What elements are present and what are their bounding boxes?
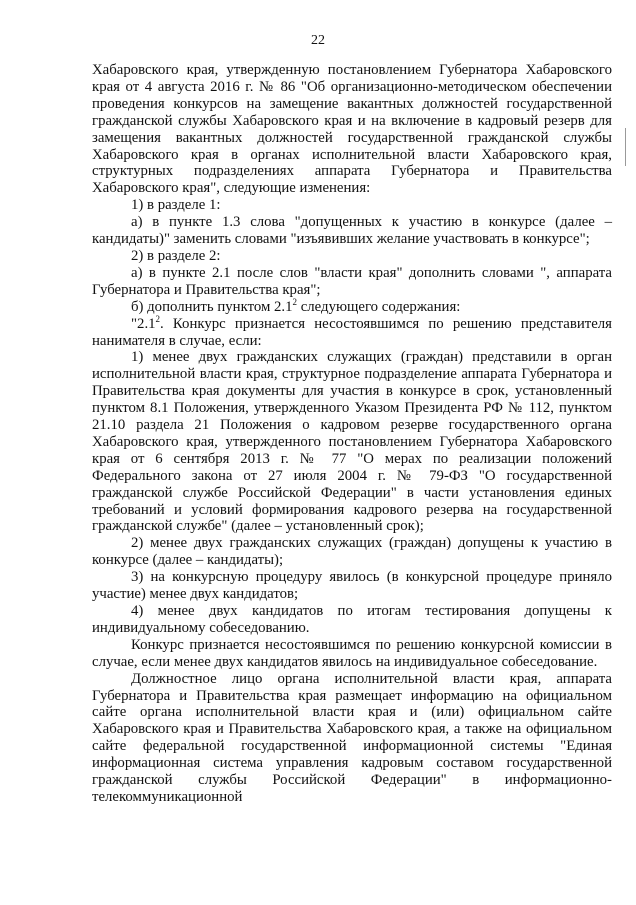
paragraph xyxy=(92,671,612,806)
paragraph-text: 2) в разделе 2: xyxy=(131,247,221,264)
paragraph-text: а) в пункте 1.3 слова "допущенных к участию в конкурсе (далее – кандидаты)" заменить словами "изъявивших желание участвовать в конкурсе"; xyxy=(92,214,612,248)
paragraph xyxy=(92,296,612,316)
paragraph-text: 2) менее двух гражданских служащих (граждан) допущены к участию в конкурсе (далее – кандидаты); xyxy=(92,535,612,569)
paragraph xyxy=(92,214,612,248)
paragraph-text-tail: следующего содержания: xyxy=(297,298,461,315)
paragraph xyxy=(92,248,612,265)
superscript: 2 xyxy=(155,313,161,324)
paragraph-text: Конкурс признается несостоявшимся по решению конкурсной комиссии в случае, если менее двух кандидатов явилось на индивидуальное собеседование. xyxy=(92,636,612,670)
paragraph-text: б) дополнить пунктом 2.1 xyxy=(131,298,293,315)
paragraph-text: "2.1 xyxy=(131,315,156,332)
paragraph xyxy=(92,313,612,350)
paragraph-text: а) в пункте 2.1 после слов "власти края" дополнить словами ", аппарата Губернатора и Правительства края"; xyxy=(92,264,612,298)
paragraph xyxy=(92,535,612,569)
paragraph xyxy=(92,637,612,671)
paragraph-text: 3) на конкурсную процедуру явилось (в конкурсной процедуре приняло участие) менее двух кандидатов; xyxy=(92,569,612,603)
page-number: 22 xyxy=(311,33,325,48)
paragraph-text: 1) в разделе 1: xyxy=(131,197,221,214)
paragraph xyxy=(92,603,612,637)
superscript: 2 xyxy=(292,296,298,307)
paragraph-text: 1) менее двух гражданских служащих (граждан) представили в орган исполнительной власти края, структурное подразделение аппарата Губернатора и Правительства края документы для участия в конкурсе в срок, установленный пунктом 8.1 Положения, утвержденного Указом Президента РФ № 112, пунктом 21.10 раздела 21 Положения о кадровом резерве государственного органа Хабаровского края, утвержденного постановлением Губернатора Хабаровского края от 6 сентября 2013 г. № 77 "О мерах по реализации положений Федерального закона от 27 июля 2004 г. № 79-ФЗ "О государственной гражданской службе Российской Федерации" в части установления единых требований и условий формирования кадрового резерва на государственной гражданской службе" (далее – установленный срок); xyxy=(92,349,612,535)
paragraph xyxy=(92,62,612,197)
paragraph xyxy=(92,265,612,299)
paragraph xyxy=(92,569,612,603)
margin-mark xyxy=(625,128,626,166)
paragraph-text-tail: . Конкурс признается несостоявшимся по решению представителя нанимателя в случае, если: xyxy=(92,315,612,349)
paragraph-text: Хабаровского края, утвержденную постановлением Губернатора Хабаровского края от 4 августа 2016 г. № 86 "Об организационно-методическом обеспечении проведения конкурсов на замещение вакантных должностей государственной гражданской службы Хабаровского края и на включение в кадровый резерв для замещения вакантных должностей государственной гражданской службы Хабаровского края в органах исполнительной власти Хабаровского края, структурных подразделениях аппарата Губернатора и Правительства Хабаровского края", следующие изменения: xyxy=(92,62,612,197)
document-body xyxy=(92,62,612,806)
paragraph xyxy=(92,197,612,214)
paragraph xyxy=(92,349,612,535)
paragraph-text: 4) менее двух кандидатов по итогам тестирования допущены к индивидуальному собеседованию. xyxy=(92,603,612,636)
paragraph-text: Должностное лицо органа исполнительной власти края, аппарата Губернатора и Правительства края размещает информацию на официальном сайте органа исполнительной власти края и (или) официальном сайте Хабаровского края и Правительства Хабаровского края, а также на официальном сайте федеральной государственной информационной системы "Единая информационная система управления кадровым составом государственной гражданской службы Российской Федерации" в информационно-телекоммуникационной xyxy=(92,670,612,805)
